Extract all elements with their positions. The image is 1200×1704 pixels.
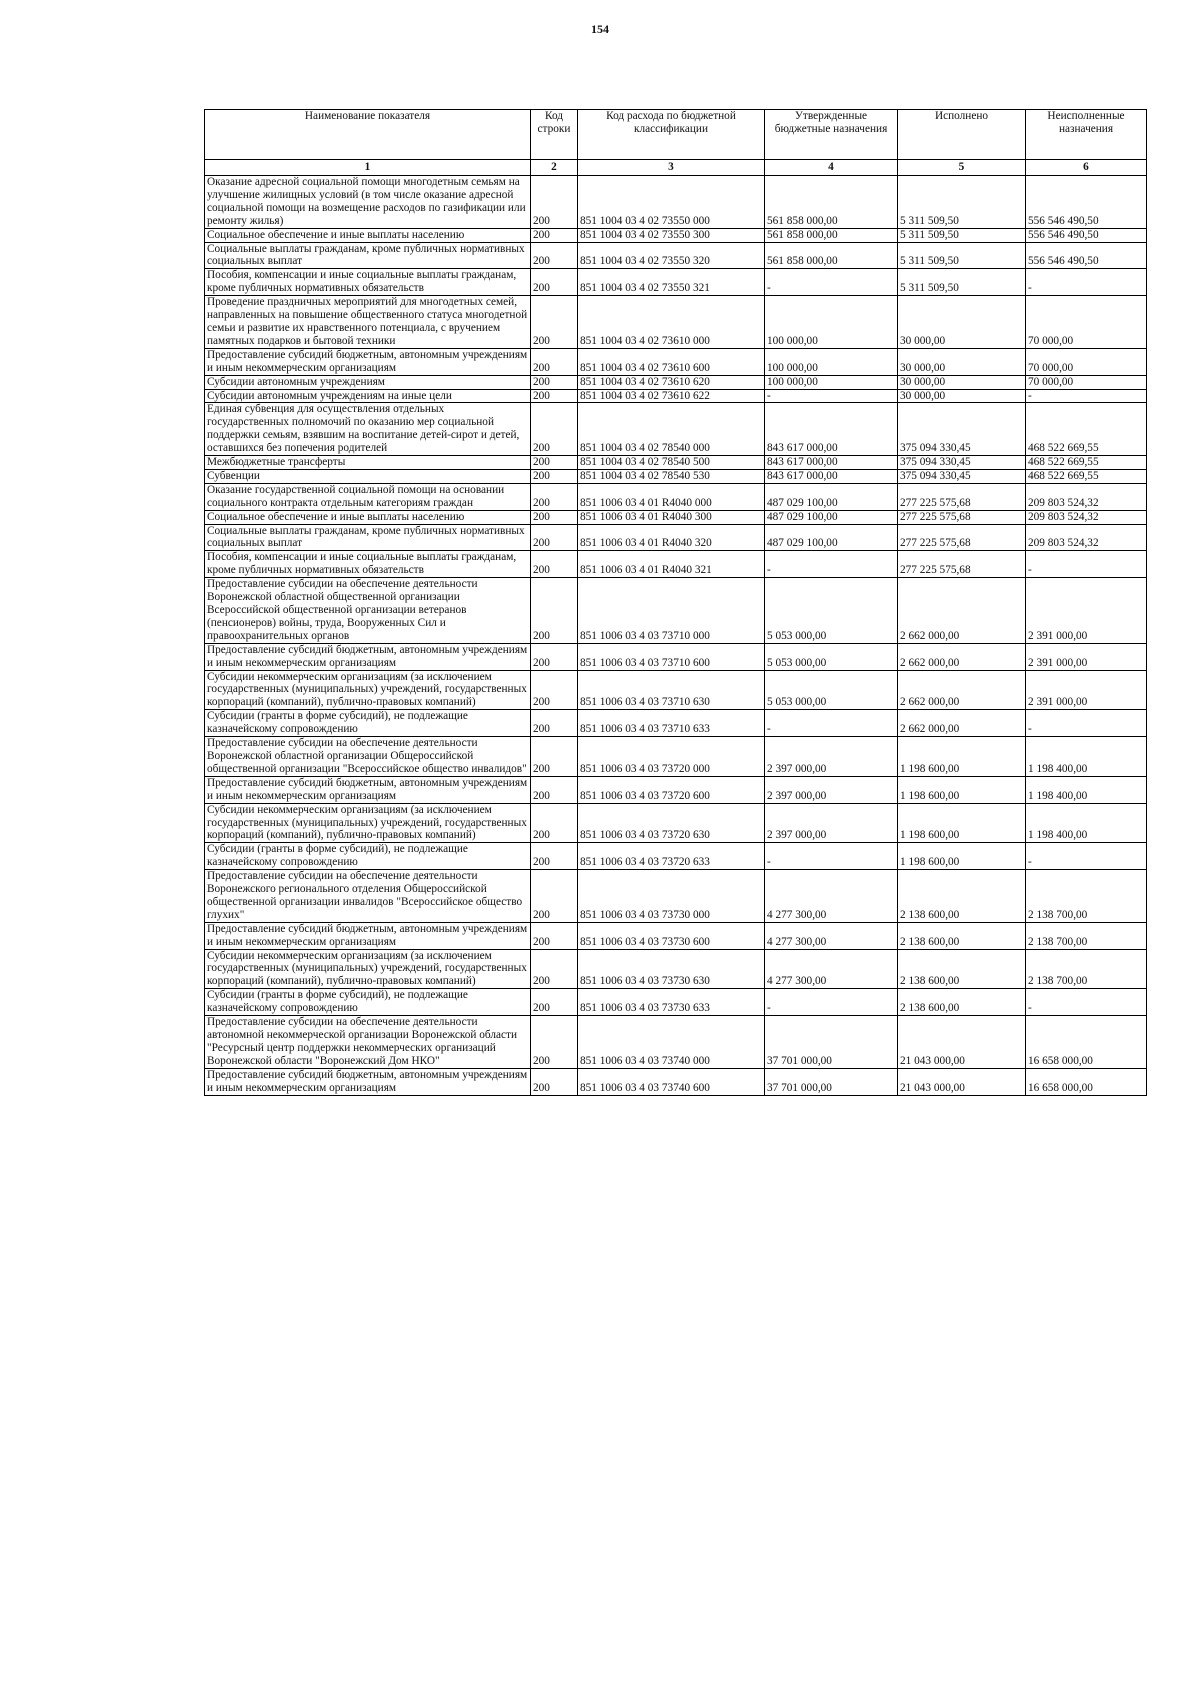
approved-amount: 4 277 300,00 (765, 949, 898, 989)
line-code: 200 (531, 1016, 578, 1069)
table-row (205, 375, 1147, 389)
indicator-name: Субсидии автономным учреждениям на иные цели (205, 389, 531, 403)
indicator-name: Субсидии (гранты в форме субсидий), не подлежащие казначейскому сопровождению (205, 989, 531, 1016)
indicator-name: Субсидии некоммерческим организациям (за исключением государственных (муниципальных) учреждений, государственных корпораций (компаний), публично-правовых компаний) (205, 949, 531, 989)
approved-amount: 37 701 000,00 (765, 1016, 898, 1069)
executed-amount: 5 311 509,50 (898, 269, 1026, 296)
table-row (205, 1016, 1147, 1069)
executed-amount: 1 198 600,00 (898, 803, 1026, 843)
column-number: 1 (205, 160, 531, 176)
table-row (205, 776, 1147, 803)
executed-amount: 1 198 600,00 (898, 737, 1026, 777)
column-number: 6 (1026, 160, 1147, 176)
expense-code: 851 1006 03 4 03 73720 633 (578, 843, 765, 870)
unexecuted-amount: 556 546 490,50 (1026, 176, 1147, 229)
line-code: 200 (531, 483, 578, 510)
approved-amount: - (765, 989, 898, 1016)
expense-code: 851 1004 03 4 02 73610 620 (578, 375, 765, 389)
table-row (205, 228, 1147, 242)
expense-code: 851 1006 03 4 03 73710 630 (578, 670, 765, 710)
indicator-name: Предоставление субсидий бюджетным, автономным учреждениям и иным некоммерческим организациям (205, 1068, 531, 1095)
indicator-name: Субсидии (гранты в форме субсидий), не подлежащие казначейскому сопровождению (205, 710, 531, 737)
indicator-name: Субсидии некоммерческим организациям (за исключением государственных (муниципальных) учреждений, государственных корпораций (компаний), публично-правовых компаний) (205, 670, 531, 710)
unexecuted-amount: 1 198 400,00 (1026, 737, 1147, 777)
executed-amount: 2 662 000,00 (898, 710, 1026, 737)
line-code: 200 (531, 843, 578, 870)
column-number: 4 (765, 160, 898, 176)
unexecuted-amount: 556 546 490,50 (1026, 228, 1147, 242)
unexecuted-amount: 70 000,00 (1026, 375, 1147, 389)
line-code: 200 (531, 375, 578, 389)
approved-amount: 487 029 100,00 (765, 483, 898, 510)
executed-amount: 2 138 600,00 (898, 949, 1026, 989)
indicator-name: Оказание государственной социальной помощи на основании социального контракта отдельным категориям граждан (205, 483, 531, 510)
approved-amount: 843 617 000,00 (765, 403, 898, 456)
expense-code: 851 1004 03 4 02 73610 000 (578, 296, 765, 349)
approved-amount: - (765, 389, 898, 403)
executed-amount: 5 311 509,50 (898, 242, 1026, 269)
table-row (205, 949, 1147, 989)
table-row (205, 989, 1147, 1016)
line-code: 200 (531, 922, 578, 949)
expense-code: 851 1004 03 4 02 73550 000 (578, 176, 765, 229)
executed-amount: 277 225 575,68 (898, 524, 1026, 551)
indicator-name: Пособия, компенсации и иные социальные выплаты гражданам, кроме публичных нормативных обязательств (205, 551, 531, 578)
table-row (205, 176, 1147, 229)
approved-amount: 2 397 000,00 (765, 803, 898, 843)
executed-amount: 1 198 600,00 (898, 843, 1026, 870)
indicator-name: Предоставление субсидии на обеспечение деятельности Воронежской областной организации Общероссийской общественной организации "Всероссийское общество инвалидов" (205, 737, 531, 777)
executed-amount: 2 662 000,00 (898, 578, 1026, 644)
executed-amount: 2 662 000,00 (898, 670, 1026, 710)
line-code: 200 (531, 348, 578, 375)
approved-amount: 5 053 000,00 (765, 578, 898, 644)
unexecuted-amount: 1 198 400,00 (1026, 776, 1147, 803)
approved-amount: 5 053 000,00 (765, 643, 898, 670)
approved-amount: 4 277 300,00 (765, 870, 898, 923)
indicator-name: Предоставление субсидии на обеспечение деятельности Воронежской областной общественной организации Всероссийской общественной организации ветеранов (пенсионеров) войны, труда, Вооруженных Сил и правоохранительных органов (205, 578, 531, 644)
table-row (205, 803, 1147, 843)
table-row (205, 870, 1147, 923)
table-row (205, 1068, 1147, 1095)
executed-amount: 30 000,00 (898, 375, 1026, 389)
table-row (205, 483, 1147, 510)
line-code: 200 (531, 296, 578, 349)
expense-code: 851 1004 03 4 02 73550 300 (578, 228, 765, 242)
unexecuted-amount: 16 658 000,00 (1026, 1068, 1147, 1095)
table-row (205, 403, 1147, 456)
approved-amount: - (765, 843, 898, 870)
table-row (205, 670, 1147, 710)
unexecuted-amount: 468 522 669,55 (1026, 469, 1147, 483)
approved-amount: 561 858 000,00 (765, 242, 898, 269)
unexecuted-amount: 468 522 669,55 (1026, 403, 1147, 456)
approved-amount: - (765, 551, 898, 578)
line-code: 200 (531, 949, 578, 989)
indicator-name: Субвенции (205, 469, 531, 483)
unexecuted-amount: 209 803 524,32 (1026, 510, 1147, 524)
unexecuted-amount: 2 391 000,00 (1026, 670, 1147, 710)
table-row (205, 269, 1147, 296)
approved-amount: 100 000,00 (765, 375, 898, 389)
expense-code: 851 1004 03 4 02 78540 530 (578, 469, 765, 483)
approved-amount: 4 277 300,00 (765, 922, 898, 949)
expense-code: 851 1004 03 4 02 73550 320 (578, 242, 765, 269)
executed-amount: 2 138 600,00 (898, 870, 1026, 923)
approved-amount: 487 029 100,00 (765, 510, 898, 524)
header-line-code: Код строки (531, 110, 578, 160)
line-code: 200 (531, 510, 578, 524)
unexecuted-amount: 2 138 700,00 (1026, 922, 1147, 949)
expense-code: 851 1006 03 4 03 73710 600 (578, 643, 765, 670)
executed-amount: 21 043 000,00 (898, 1016, 1026, 1069)
unexecuted-amount: 2 391 000,00 (1026, 643, 1147, 670)
table-body (205, 176, 1147, 1096)
table-row (205, 296, 1147, 349)
table-row (205, 643, 1147, 670)
executed-amount: 5 311 509,50 (898, 228, 1026, 242)
indicator-name: Предоставление субсидий бюджетным, автономным учреждениям и иным некоммерческим организациям (205, 348, 531, 375)
approved-amount: 37 701 000,00 (765, 1068, 898, 1095)
indicator-name: Оказание адресной социальной помощи многодетным семьям на улучшение жилищных условий (в том числе оказание адресной социальной помощи на возмещение расходов по газификации или ремонту жилья) (205, 176, 531, 229)
approved-amount: 100 000,00 (765, 296, 898, 349)
approved-amount: 561 858 000,00 (765, 176, 898, 229)
table-row (205, 510, 1147, 524)
indicator-name: Социальное обеспечение и иные выплаты населению (205, 510, 531, 524)
indicator-name: Единая субвенция для осуществления отдельных государственных полномочий по оказанию мер социальной поддержки семьям, взявшим на воспитание детей-сирот и детей, оставшихся без попечения родителей (205, 403, 531, 456)
expense-code: 851 1006 03 4 03 73710 633 (578, 710, 765, 737)
approved-amount: 843 617 000,00 (765, 456, 898, 470)
column-number: 5 (898, 160, 1026, 176)
expense-code: 851 1006 03 4 03 73710 000 (578, 578, 765, 644)
table-row (205, 578, 1147, 644)
line-code: 200 (531, 389, 578, 403)
unexecuted-amount: 209 803 524,32 (1026, 483, 1147, 510)
line-code: 200 (531, 803, 578, 843)
expense-code: 851 1006 03 4 03 73720 000 (578, 737, 765, 777)
unexecuted-amount: 2 138 700,00 (1026, 870, 1147, 923)
indicator-name: Предоставление субсидии на обеспечение деятельности автономной некоммерческой организации Воронежской области "Ресурсный центр поддержки некоммерческих организаций Воронежской области "Воронежский Дом НКО" (205, 1016, 531, 1069)
expense-code: 851 1006 03 4 03 73730 600 (578, 922, 765, 949)
executed-amount: 2 138 600,00 (898, 922, 1026, 949)
expense-code: 851 1006 03 4 03 73720 630 (578, 803, 765, 843)
unexecuted-amount: - (1026, 710, 1147, 737)
executed-amount: 277 225 575,68 (898, 510, 1026, 524)
executed-amount: 1 198 600,00 (898, 776, 1026, 803)
unexecuted-amount: 2 138 700,00 (1026, 949, 1147, 989)
indicator-name: Социальные выплаты гражданам, кроме публичных нормативных социальных выплат (205, 242, 531, 269)
table-row (205, 737, 1147, 777)
expense-code: 851 1006 03 4 01 R4040 320 (578, 524, 765, 551)
expense-code: 851 1006 03 4 03 73740 600 (578, 1068, 765, 1095)
column-number: 3 (578, 160, 765, 176)
indicator-name: Предоставление субсидий бюджетным, автономным учреждениям и иным некоммерческим организациям (205, 643, 531, 670)
line-code: 200 (531, 578, 578, 644)
indicator-name: Предоставление субсидий бюджетным, автономным учреждениям и иным некоммерческим организациям (205, 922, 531, 949)
executed-amount: 30 000,00 (898, 296, 1026, 349)
line-code: 200 (531, 524, 578, 551)
expense-code: 851 1006 03 4 01 R4040 000 (578, 483, 765, 510)
unexecuted-amount: - (1026, 989, 1147, 1016)
unexecuted-amount: - (1026, 551, 1147, 578)
table-row (205, 348, 1147, 375)
approved-amount: 100 000,00 (765, 348, 898, 375)
expense-code: 851 1006 03 4 01 R4040 321 (578, 551, 765, 578)
indicator-name: Субсидии (гранты в форме субсидий), не подлежащие казначейскому сопровождению (205, 843, 531, 870)
line-code: 200 (531, 551, 578, 578)
approved-amount: 5 053 000,00 (765, 670, 898, 710)
table-row (205, 922, 1147, 949)
executed-amount: 277 225 575,68 (898, 483, 1026, 510)
header-name: Наименование показателя (205, 110, 531, 160)
indicator-name: Субсидии некоммерческим организациям (за исключением государственных (муниципальных) учреждений, государственных корпораций (компаний), публично-правовых компаний) (205, 803, 531, 843)
table-row (205, 843, 1147, 870)
executed-amount: 2 138 600,00 (898, 989, 1026, 1016)
unexecuted-amount: - (1026, 389, 1147, 403)
approved-amount: 561 858 000,00 (765, 228, 898, 242)
indicator-name: Социальное обеспечение и иные выплаты населению (205, 228, 531, 242)
expense-code: 851 1006 03 4 03 73720 600 (578, 776, 765, 803)
unexecuted-amount: 556 546 490,50 (1026, 242, 1147, 269)
executed-amount: 5 311 509,50 (898, 176, 1026, 229)
line-code: 200 (531, 870, 578, 923)
executed-amount: 30 000,00 (898, 348, 1026, 375)
approved-amount: 487 029 100,00 (765, 524, 898, 551)
expense-code: 851 1004 03 4 02 78540 000 (578, 403, 765, 456)
line-code: 200 (531, 228, 578, 242)
line-code: 200 (531, 776, 578, 803)
line-code: 200 (531, 643, 578, 670)
indicator-name: Предоставление субсидии на обеспечение деятельности Воронежского регионального отделения Общероссийской общественной организации инвалидов "Всероссийское общество глухих" (205, 870, 531, 923)
indicator-name: Проведение праздничных мероприятий для многодетных семей, направленных на повышение общественного статуса многодетной семьи и развитие их нравственного потенциала, с вручением памятных подарков и бытовой техники (205, 296, 531, 349)
expense-code: 851 1006 03 4 01 R4040 300 (578, 510, 765, 524)
unexecuted-amount: 209 803 524,32 (1026, 524, 1147, 551)
approved-amount: - (765, 710, 898, 737)
unexecuted-amount: 1 198 400,00 (1026, 803, 1147, 843)
line-code: 200 (531, 176, 578, 229)
expense-code: 851 1004 03 4 02 78540 500 (578, 456, 765, 470)
unexecuted-amount: 468 522 669,55 (1026, 456, 1147, 470)
line-code: 200 (531, 989, 578, 1016)
executed-amount: 375 094 330,45 (898, 403, 1026, 456)
page-number: 154 (591, 22, 609, 36)
executed-amount: 30 000,00 (898, 389, 1026, 403)
column-number-row (205, 160, 1147, 176)
approved-amount: - (765, 269, 898, 296)
line-code: 200 (531, 456, 578, 470)
expense-code: 851 1006 03 4 03 73730 630 (578, 949, 765, 989)
approved-amount: 843 617 000,00 (765, 469, 898, 483)
line-code: 200 (531, 469, 578, 483)
indicator-name: Пособия, компенсации и иные социальные выплаты гражданам, кроме публичных нормативных обязательств (205, 269, 531, 296)
expense-code: 851 1006 03 4 03 73740 000 (578, 1016, 765, 1069)
line-code: 200 (531, 670, 578, 710)
executed-amount: 2 662 000,00 (898, 643, 1026, 670)
table-row (205, 242, 1147, 269)
column-number: 2 (531, 160, 578, 176)
header-approved: Утвержденные бюджетные назначения (765, 110, 898, 160)
header-expense-code: Код расхода по бюджетной классификации (578, 110, 765, 160)
table-row (205, 456, 1147, 470)
header-row (205, 110, 1147, 160)
table-row (205, 524, 1147, 551)
budget-execution-table (204, 109, 1147, 1096)
unexecuted-amount: 16 658 000,00 (1026, 1016, 1147, 1069)
unexecuted-amount: - (1026, 269, 1147, 296)
table-row (205, 551, 1147, 578)
executed-amount: 277 225 575,68 (898, 551, 1026, 578)
executed-amount: 21 043 000,00 (898, 1068, 1026, 1095)
expense-code: 851 1004 03 4 02 73550 321 (578, 269, 765, 296)
table-row (205, 469, 1147, 483)
approved-amount: 2 397 000,00 (765, 776, 898, 803)
unexecuted-amount: - (1026, 843, 1147, 870)
unexecuted-amount: 2 391 000,00 (1026, 578, 1147, 644)
expense-code: 851 1004 03 4 02 73610 622 (578, 389, 765, 403)
line-code: 200 (531, 710, 578, 737)
header-unexecuted: Неисполненные назначения (1026, 110, 1147, 160)
line-code: 200 (531, 242, 578, 269)
line-code: 200 (531, 1068, 578, 1095)
indicator-name: Социальные выплаты гражданам, кроме публичных нормативных социальных выплат (205, 524, 531, 551)
line-code: 200 (531, 269, 578, 296)
header-executed: Исполнено (898, 110, 1026, 160)
approved-amount: 2 397 000,00 (765, 737, 898, 777)
executed-amount: 375 094 330,45 (898, 456, 1026, 470)
table-row (205, 389, 1147, 403)
line-code: 200 (531, 737, 578, 777)
expense-code: 851 1006 03 4 03 73730 633 (578, 989, 765, 1016)
indicator-name: Предоставление субсидий бюджетным, автономным учреждениям и иным некоммерческим организациям (205, 776, 531, 803)
executed-amount: 375 094 330,45 (898, 469, 1026, 483)
indicator-name: Межбюджетные трансферты (205, 456, 531, 470)
expense-code: 851 1004 03 4 02 73610 600 (578, 348, 765, 375)
table-row (205, 710, 1147, 737)
expense-code: 851 1006 03 4 03 73730 000 (578, 870, 765, 923)
unexecuted-amount: 70 000,00 (1026, 348, 1147, 375)
indicator-name: Субсидии автономным учреждениям (205, 375, 531, 389)
unexecuted-amount: 70 000,00 (1026, 296, 1147, 349)
line-code: 200 (531, 403, 578, 456)
